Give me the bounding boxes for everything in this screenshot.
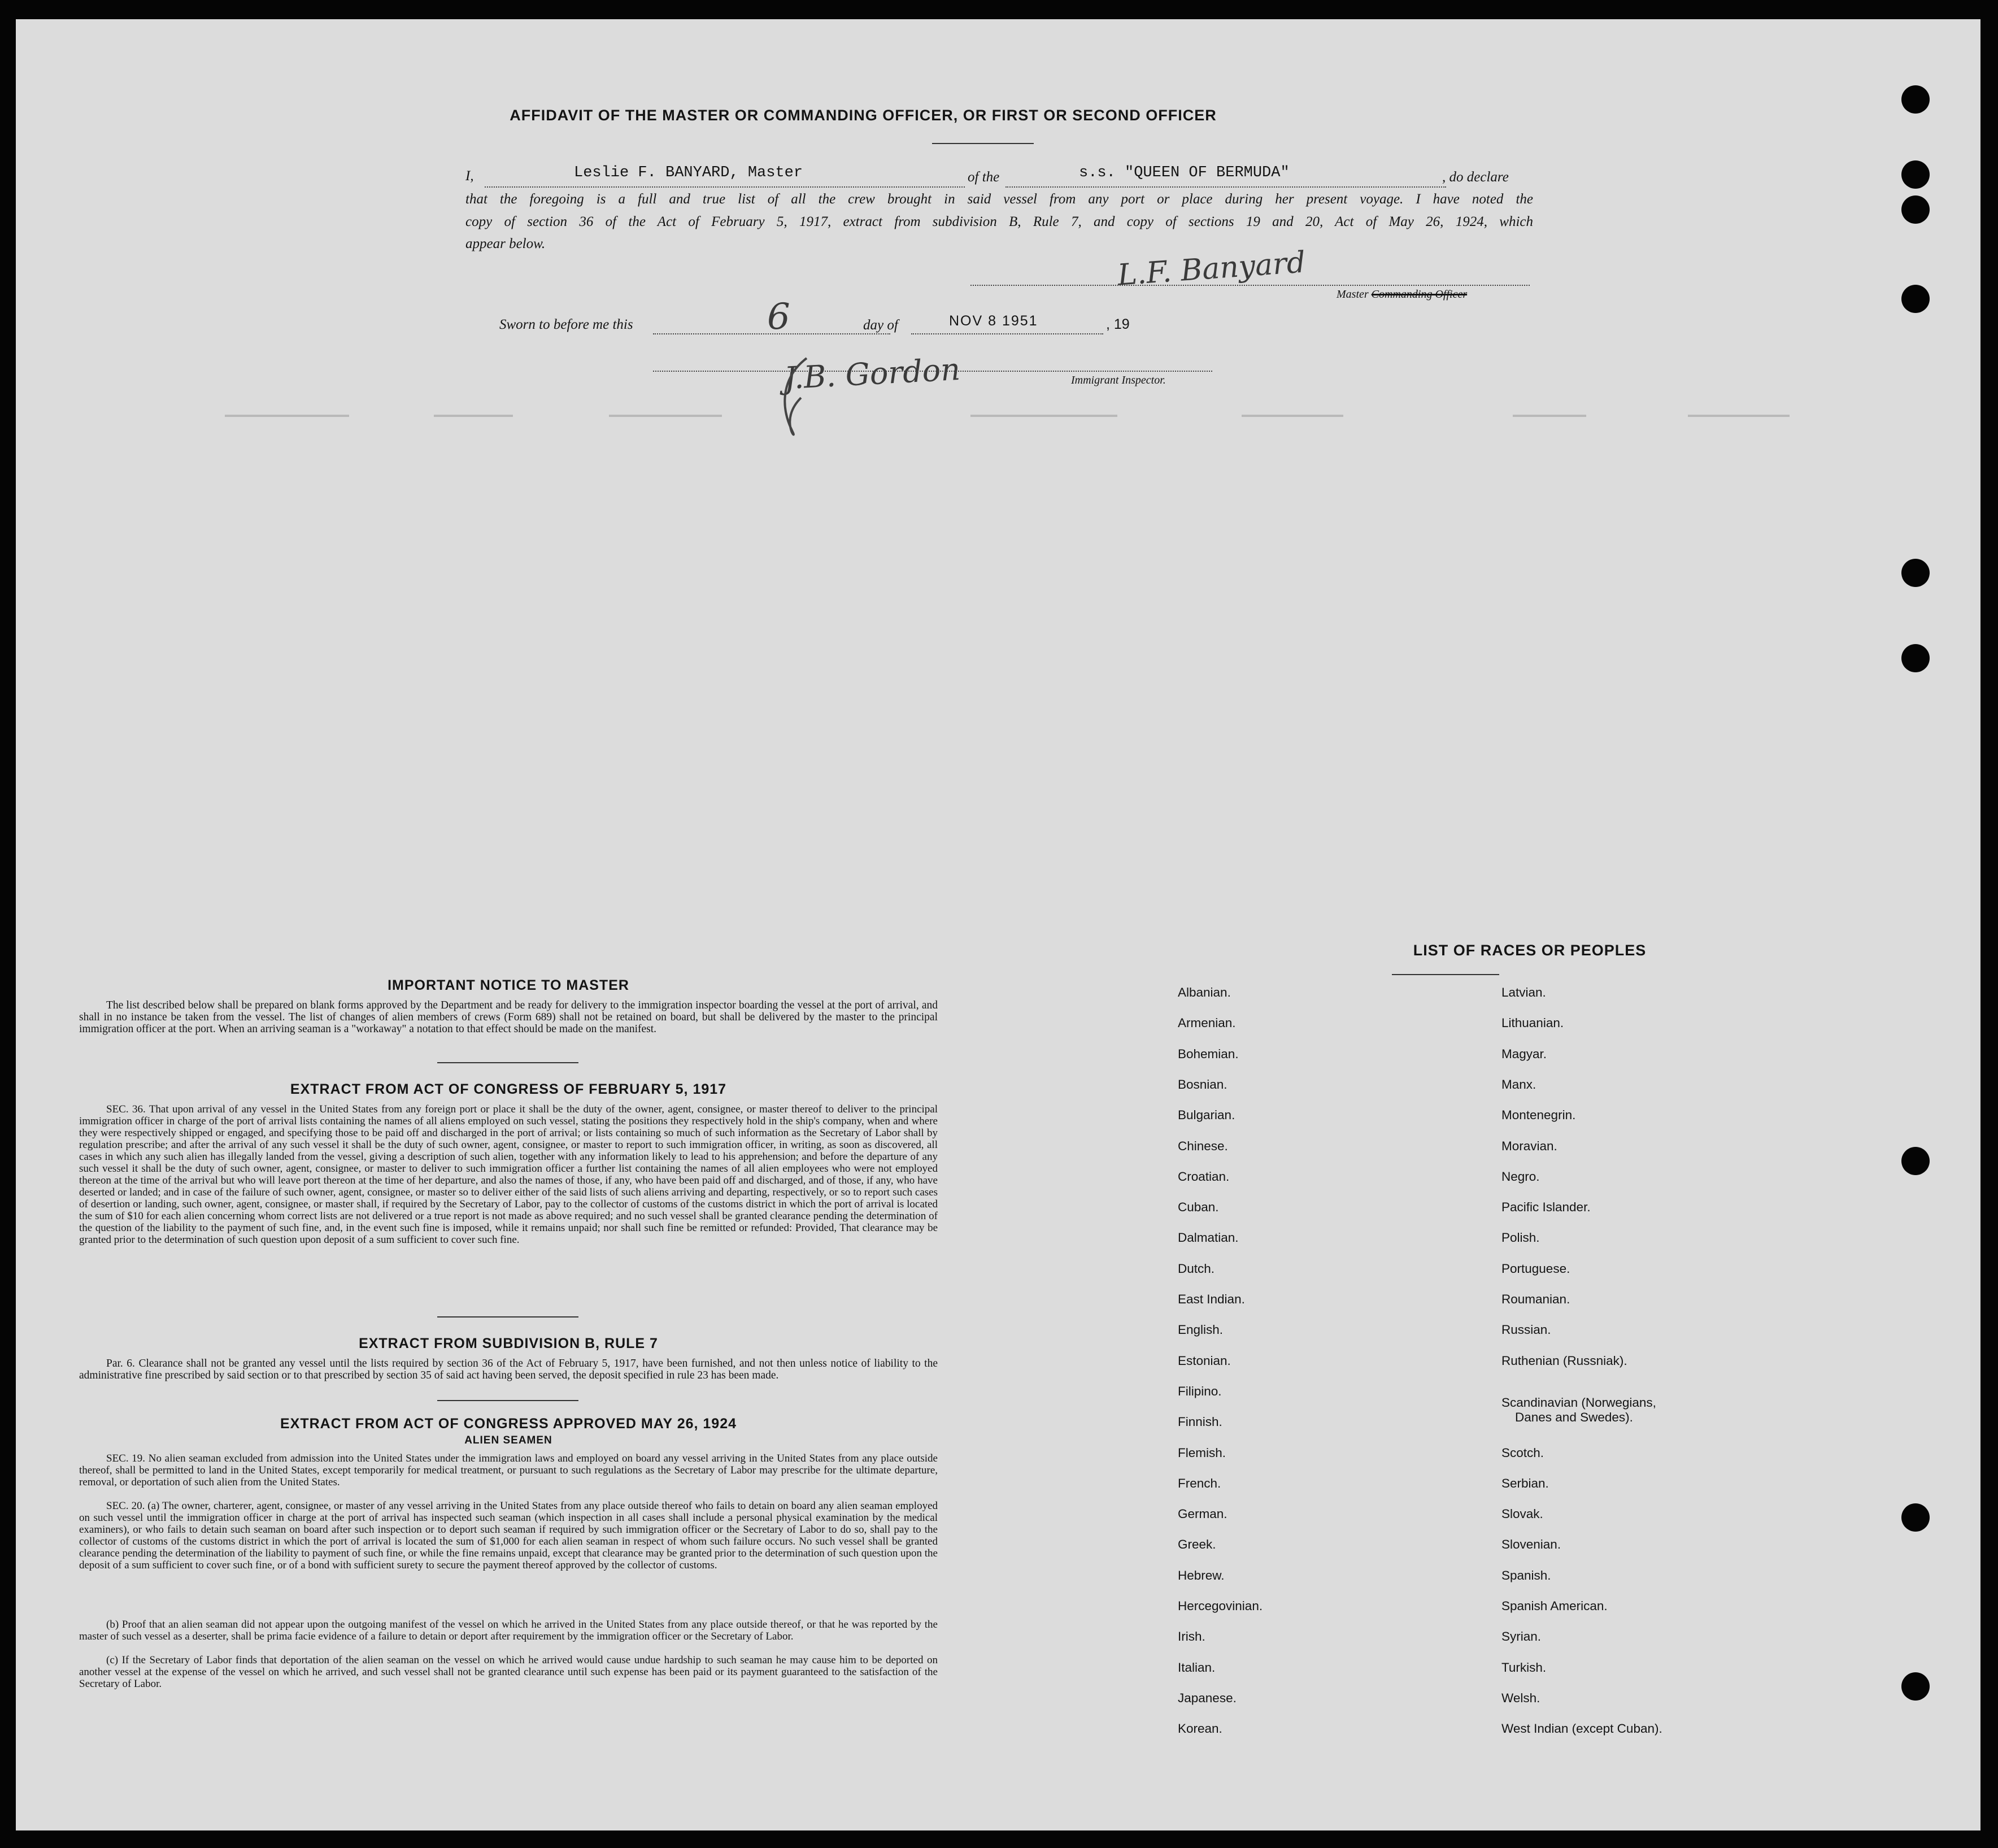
race-item: English.	[1178, 1323, 1224, 1337]
race-item: Estonian.	[1178, 1353, 1231, 1368]
sworn-label: Sworn to before me this	[499, 317, 633, 332]
race-item: Slovenian.	[1501, 1537, 1561, 1552]
vessel-name-field: s.s. "QUEEN OF BERMUDA"	[1079, 164, 1290, 181]
race-item: Moravian.	[1501, 1138, 1557, 1153]
extract-1917-title: EXTRACT FROM ACT OF CONGRESS OF FEBRUARY 5, 1917	[290, 1081, 727, 1097]
race-item: Welsh.	[1501, 1690, 1540, 1705]
notice-title: IMPORTANT NOTICE TO MASTER	[388, 977, 629, 993]
section-rule	[437, 1400, 578, 1401]
faint-rule	[609, 415, 722, 417]
faint-rule	[1688, 415, 1790, 417]
race-item: Turkish.	[1501, 1660, 1547, 1675]
race-item: Negro.	[1501, 1169, 1540, 1184]
extract-1924-title: EXTRACT FROM ACT OF CONGRESS APPROVED MAY 26, 1924	[280, 1416, 737, 1432]
race-item: Scandinavian (Norwegians,	[1501, 1395, 1656, 1410]
race-item: Chinese.	[1178, 1138, 1228, 1153]
punch-hole	[1901, 559, 1930, 587]
race-item: Armenian.	[1178, 1016, 1236, 1030]
race-item: Greek.	[1178, 1537, 1216, 1552]
race-item: Montenegrin.	[1501, 1108, 1576, 1123]
inspector-signature-flourish	[767, 353, 846, 449]
extract-1924-sec20b: (b) Proof that an alien seaman did not appear upon the outgoing manifest of the vessel on which he arrived in the United States from any place outside thereof, or that he was reported by the master of such vessel as a deserter, shall be prima facie evidence of a failure to detain or deport after requirement by the immigration officer or the Secretary of Labor.	[79, 1619, 938, 1642]
faint-rule	[225, 415, 349, 417]
extract-rule7-title: EXTRACT FROM SUBDIVISION B, RULE 7	[359, 1336, 658, 1351]
races-title: LIST OF RACES OR PEOPLES	[1413, 942, 1647, 959]
faint-rule	[1513, 415, 1586, 417]
punch-hole	[1901, 285, 1930, 313]
race-item: Russian.	[1501, 1323, 1551, 1337]
race-item: Cuban.	[1178, 1200, 1219, 1215]
day-of-label: day of	[863, 318, 898, 333]
race-item: Spanish.	[1501, 1568, 1551, 1582]
punch-hole	[1901, 1147, 1930, 1175]
race-item: French.	[1178, 1476, 1221, 1490]
race-item: East Indian.	[1178, 1292, 1245, 1306]
extract-1924-sec20a: SEC. 20. (a) The owner, charterer, agent, consignee, or master of any vessel arriving in the United States from any place outside thereof who fails to detain on board any alien seaman employed on such vessel until the immigration officer in charge at the port of arrival has inspected such seaman (which inspection in all cases shall include a personal physical examination by the medical examiners), or who fails to detain such seaman on board after such inspection or to deport such seaman if required by such immigration officer or the Secretary of Labor to do so, shall pay to the collector of customs of the customs district in which the port of arrival is located the sum of $1,000 for each alien seaman in respect of whom such failure occurs. No such vessel shall be granted clearance pending the determination of the liability to payment of such fine, or while the fine remains unpaid, except that clearance may be granted prior to the determination of such question upon the deposit of a sum sufficient to cover such fine, or of a bond with sufficient surety to secure the payment thereof approved by the collector of customs.	[79, 1500, 938, 1571]
faint-rule	[970, 415, 1117, 417]
race-item: Ruthenian (Russniak).	[1501, 1353, 1627, 1368]
document-page	[16, 19, 1980, 1830]
affidavit-body-line-3: appear below.	[465, 236, 546, 251]
extract-1924-sec19: SEC. 19. No alien seaman excluded from admission into the United States under the immigration laws and employed on board any vessel arriving in the United States from any place outside thereof, shall be permitted to land in the United States, except temporarily for medical treatment, or pursuant to such regulations as the Secretary of Labor may prescribe for the ultimate departure, removal, or deportation of such alien from the United States.	[79, 1453, 938, 1488]
race-item: Lithuanian.	[1501, 1016, 1564, 1030]
race-item: Italian.	[1178, 1660, 1216, 1675]
master-signature-line	[970, 285, 1530, 286]
race-item: Bohemian.	[1178, 1046, 1239, 1061]
i-label: I,	[465, 168, 474, 184]
punch-hole	[1901, 160, 1930, 189]
race-item: Portuguese.	[1501, 1261, 1570, 1276]
master-signature: L.F. Banyard	[1116, 245, 1307, 293]
punch-hole	[1901, 644, 1930, 672]
race-item: Spanish American.	[1501, 1599, 1608, 1613]
race-item: Korean.	[1178, 1721, 1222, 1736]
of-the-label: of the	[968, 169, 1000, 185]
inspector-caption: Immigrant Inspector.	[1071, 374, 1166, 386]
race-item: Hebrew.	[1178, 1568, 1225, 1582]
do-declare-label: , do declare	[1442, 169, 1509, 185]
race-item: Japanese.	[1178, 1690, 1237, 1705]
title-rule	[932, 143, 1034, 144]
extract-1924-sec20c: (c) If the Secretary of Labor finds that deportation of the alien seaman on the vessel on which he arrived would cause undue hardship to such seaman he may cause him to be deported on another vessel at the expense of the vessel on which he arrived, and such vessel shall not be granted clearance until such expense has been paid or its payment guaranteed to the satisfaction of the Secretary of Labor.	[79, 1654, 938, 1690]
race-item: Magyar.	[1501, 1046, 1547, 1061]
race-item: Danes and Swedes).	[1515, 1410, 1633, 1424]
sworn-date-line	[911, 333, 1103, 334]
master-caption-prefix: Master	[1337, 288, 1369, 301]
extract-rule7-text: Par. 6. Clearance shall not be granted any vessel until the lists required by section 36 of the Act of February 5, 1917, have been furnished, and not then unless notice of liability to the administrative fine prescribed by said section or to that prescribed by section 35 of said act having been served, the deposit specified in rule 23 has been made.	[79, 1358, 938, 1381]
affidavit-body-line-1: that the foregoing is a full and true list of all the crew brought in said vessel from any port or place during her present voyage. I have noted the	[465, 192, 1533, 207]
extract-1917-text: SEC. 36. That upon arrival of any vessel in the United States from any foreign port or place it shall be the duty of the owner, agent, consignee, or master thereof to deliver to the principal immigration officer in charge of the port of arrival lists containing the names of all aliens employed on such vessel, stating the positions they respectively hold in the ship's company, when and where they were respectively shipped or engaged, and specifying those to be paid off and discharged in the port of arrival; or lists containing so much of such information as the Secretary of Labor shall by regulation prescribe; and after the arrival of any such vessel it shall be the duty of such owner, agent, consignee, or master to report to such immigration officer, in writing, as soon as discovered, all cases in which any such alien has illegally landed from the vessel, giving a description of such alien, together with any information likely to lead to his apprehension; and before the departure of any such vessel it shall be the duty of such owner, agent, consignee, or master to deliver to such immigration officer a further list containing the names of all alien employees who were not employed thereon at the time of the arrival but who will leave port thereon at the time of her departure, and also the names of those, if any, who have been paid off and discharged, and of those, if any, who have deserted or landed; and in case of the failure of such owner, agent, consignee, or master so to deliver either of the said lists of such aliens arriving and departing, respectively, or so to report such cases of desertion or landing, such owner, agent, consignee, or master shall, if required by the Secretary of Labor, pay to the collector of customs of the customs district in which the port of arrival is located the sum of $10 for each alien concerning whom correct lists are not delivered or a true report is not made as above required; and no such vessel shall be granted clearance pending the determination of the question of the liability to the payment of such fine, and, in the event such fine is imposed, while it remains unpaid; nor shall such fine be remitted or refunded: Provided, That clearance may be granted prior to the determination of such question upon deposit of a sum sufficient to cover such fine.	[79, 1103, 938, 1246]
race-item: German.	[1178, 1507, 1227, 1521]
race-item: Roumanian.	[1501, 1292, 1570, 1306]
race-item: Flemish.	[1178, 1445, 1226, 1460]
notice-text: The list described below shall be prepared on blank forms approved by the Department and be ready for delivery to the immigration inspector boarding the vessel at the port of arrival, and shall in no instance be taken from the vessel. The list of changes of alien members of crews (Form 689) shall not be retained on board, but shall be delivered by the master to the principal immigration officer at the port. When an arriving seaman is a "workaway" a notation to that effect should be made on the manifest.	[79, 999, 938, 1035]
name-line	[485, 186, 965, 188]
race-item: Finnish.	[1178, 1415, 1222, 1429]
inspector-line	[653, 371, 1212, 372]
faint-rule	[434, 415, 513, 417]
race-item: Latvian.	[1501, 985, 1546, 999]
race-item: Dutch.	[1178, 1261, 1215, 1276]
race-item: Manx.	[1501, 1077, 1536, 1092]
punch-hole	[1901, 195, 1930, 224]
race-item: Pacific Islander.	[1501, 1200, 1591, 1215]
sworn-day-value: 6	[767, 296, 790, 338]
race-item: Serbian.	[1501, 1476, 1549, 1490]
master-caption	[1337, 288, 1467, 301]
extract-1924-subtitle: ALIEN SEAMEN	[464, 1434, 552, 1446]
race-item: Syrian.	[1501, 1629, 1542, 1644]
race-item: Irish.	[1178, 1629, 1205, 1644]
races-title-rule	[1392, 974, 1499, 975]
faint-rule	[1242, 415, 1343, 417]
affidavit-title: AFFIDAVIT OF THE MASTER OR COMMANDING OFFICER, OR FIRST OR SECOND OFFICER	[510, 107, 1217, 124]
race-item: Slovak.	[1501, 1507, 1543, 1521]
race-item: Albanian.	[1178, 985, 1231, 999]
section-rule	[437, 1062, 578, 1063]
vessel-line	[1005, 186, 1446, 188]
punch-hole	[1901, 1503, 1930, 1532]
race-item: Polish.	[1501, 1230, 1540, 1245]
affidavit-body-line-2: copy of section 36 of the Act of February 5, 1917, extract from subdivision B, Rule 7, and copy of sections 19 and 20, Act of May 26, 1924, which	[465, 214, 1533, 229]
race-item: Bosnian.	[1178, 1077, 1227, 1092]
inspector-signature: J.B. Gordon	[783, 351, 961, 397]
race-item: Bulgarian.	[1178, 1108, 1235, 1123]
punch-hole	[1901, 1672, 1930, 1701]
race-item: West Indian (except Cuban).	[1501, 1721, 1662, 1736]
sworn-date-stamp: NOV 8 1951	[949, 313, 1038, 329]
race-item: Filipino.	[1178, 1384, 1222, 1398]
race-item: Dalmatian.	[1178, 1230, 1239, 1245]
master-name-field: Leslie F. BANYARD, Master	[574, 164, 803, 181]
master-caption-struck: Commanding Officer	[1371, 288, 1468, 301]
race-item: Croatian.	[1178, 1169, 1230, 1184]
race-item: Scotch.	[1501, 1445, 1544, 1460]
section-rule	[437, 1316, 578, 1317]
year-label: , 19	[1106, 316, 1130, 332]
race-item: Hercegovinian.	[1178, 1599, 1263, 1613]
punch-hole	[1901, 85, 1930, 114]
